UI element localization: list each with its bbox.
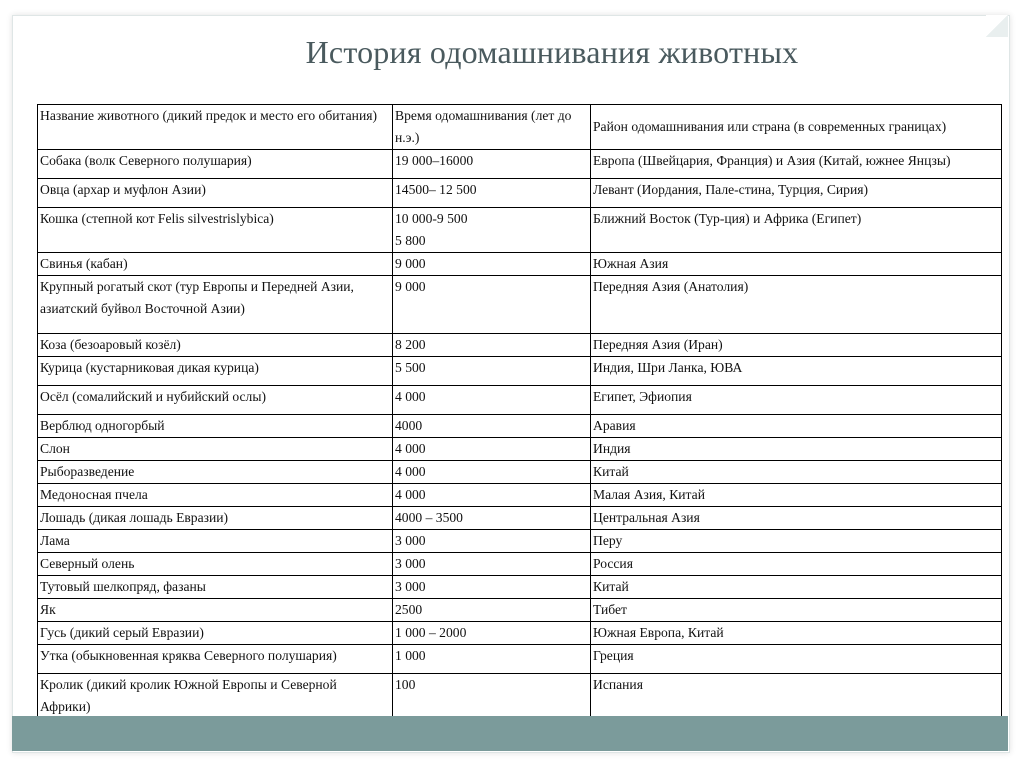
- cell-time: 4 000: [393, 438, 591, 461]
- header-region: Район одомашнивания или страна (в современных границах): [591, 105, 1002, 150]
- domestication-table: [37, 104, 1002, 719]
- cell-region: Передняя Азия (Иран): [591, 334, 1002, 357]
- cell-time-line: 5 800: [395, 233, 426, 248]
- cell-time: 4000: [393, 415, 591, 438]
- cell-animal: Осёл (сомалийский и нубийский ослы): [38, 386, 393, 415]
- cell-time: 4 000: [393, 484, 591, 507]
- cell-time: [393, 208, 591, 253]
- table-row: [38, 507, 1002, 530]
- cell-time: 4 000: [393, 461, 591, 484]
- cell-time: 5 500: [393, 357, 591, 386]
- cell-region: Китай: [591, 576, 1002, 599]
- cell-time: 3 000: [393, 530, 591, 553]
- table-row: [38, 208, 1002, 253]
- cell-region: Индия: [591, 438, 1002, 461]
- cell-time: 100: [393, 674, 591, 719]
- cell-region: Ближний Восток (Тур-ция) и Африка (Египет): [591, 208, 1002, 253]
- cell-region: Малая Азия, Китай: [591, 484, 1002, 507]
- table-row: [38, 674, 1002, 719]
- table-row: [38, 622, 1002, 645]
- cell-region: Аравия: [591, 415, 1002, 438]
- cell-region: Южная Европа, Китай: [591, 622, 1002, 645]
- cell-animal: Медоносная пчела: [38, 484, 393, 507]
- cell-animal: Гусь (дикий серый Евразии): [38, 622, 393, 645]
- cell-region: Центральная Азия: [591, 507, 1002, 530]
- table-row: [38, 576, 1002, 599]
- cell-animal: Рыборазведение: [38, 461, 393, 484]
- cell-time: 9 000: [393, 276, 591, 334]
- cell-region: Индия, Шри Ланка, ЮВА: [591, 357, 1002, 386]
- table-row: [38, 415, 1002, 438]
- cell-time: 2500: [393, 599, 591, 622]
- table-row: [38, 645, 1002, 674]
- header-animal: Название животного (дикий предок и место его обитания): [38, 105, 393, 150]
- table-row: [38, 461, 1002, 484]
- cell-animal: Лошадь (дикая лошадь Евразии): [38, 507, 393, 530]
- table-row: [38, 179, 1002, 208]
- cell-animal: Свинья (кабан): [38, 253, 393, 276]
- cell-region: Южная Азия: [591, 253, 1002, 276]
- cell-time: 1 000 – 2000: [393, 622, 591, 645]
- table-row: [38, 276, 1002, 334]
- table-row: [38, 386, 1002, 415]
- cell-animal: Крупный рогатый скот (тур Европы и Передней Азии, азиатский буйвол Восточной Азии): [38, 276, 393, 334]
- cell-animal: Кролик (дикий кролик Южной Европы и Северной Африки): [38, 674, 393, 719]
- cell-region: Тибет: [591, 599, 1002, 622]
- table-row: [38, 253, 1002, 276]
- cell-animal: Лама: [38, 530, 393, 553]
- cell-time: 9 000: [393, 253, 591, 276]
- table-row: [38, 553, 1002, 576]
- cell-time: 4000 – 3500: [393, 507, 591, 530]
- table-header-row: [38, 105, 1002, 150]
- cell-animal: Овца (архар и муфлон Азии): [38, 179, 393, 208]
- cell-time: 19 000–16000: [393, 150, 591, 179]
- cell-time: 4 000: [393, 386, 591, 415]
- cell-animal: Курица (кустарниковая дикая курица): [38, 357, 393, 386]
- cell-time: 1 000: [393, 645, 591, 674]
- cell-animal: Кошка (степной кот Felis silvestrislybica): [38, 208, 393, 253]
- cell-time: 14500– 12 500: [393, 179, 591, 208]
- cell-animal: Тутовый шелкопряд, фазаны: [38, 576, 393, 599]
- cell-region: Передняя Азия (Анатолия): [591, 276, 1002, 334]
- footer-band: [12, 716, 1008, 751]
- cell-animal: Верблюд одногорбый: [38, 415, 393, 438]
- table-row: [38, 530, 1002, 553]
- cell-animal: Слон: [38, 438, 393, 461]
- domestication-table-wrap: [37, 104, 996, 719]
- cell-region: Египет, Эфиопия: [591, 386, 1002, 415]
- cell-animal: Северный олень: [38, 553, 393, 576]
- cell-region: Европа (Швейцария, Франция) и Азия (Китай, южнее Янцзы): [591, 150, 1002, 179]
- table-row: [38, 357, 1002, 386]
- cell-animal: Як: [38, 599, 393, 622]
- table-row: [38, 599, 1002, 622]
- cell-region: Перу: [591, 530, 1002, 553]
- cell-animal: Коза (безоаровый козёл): [38, 334, 393, 357]
- cell-region: Левант (Иордания, Пале-стина, Турция, Сирия): [591, 179, 1002, 208]
- cell-time: 3 000: [393, 576, 591, 599]
- cell-time-line: 10 000-9 500: [395, 211, 468, 226]
- cell-region: Китай: [591, 461, 1002, 484]
- table-row: [38, 438, 1002, 461]
- cell-region: Греция: [591, 645, 1002, 674]
- cell-region: Россия: [591, 553, 1002, 576]
- page-title: История одомашнивания животных: [305, 34, 799, 70]
- cell-region: Испания: [591, 674, 1002, 719]
- header-time: Время одомашнивания (лет до н.э.): [393, 105, 591, 150]
- cell-animal: Утка (обыкновенная кряква Северного полушария): [38, 645, 393, 674]
- table-row: [38, 484, 1002, 507]
- cell-time: 8 200: [393, 334, 591, 357]
- cell-time: 3 000: [393, 553, 591, 576]
- cell-animal: Собака (волк Северного полушария): [38, 150, 393, 179]
- table-row: [38, 334, 1002, 357]
- table-row: [38, 150, 1002, 179]
